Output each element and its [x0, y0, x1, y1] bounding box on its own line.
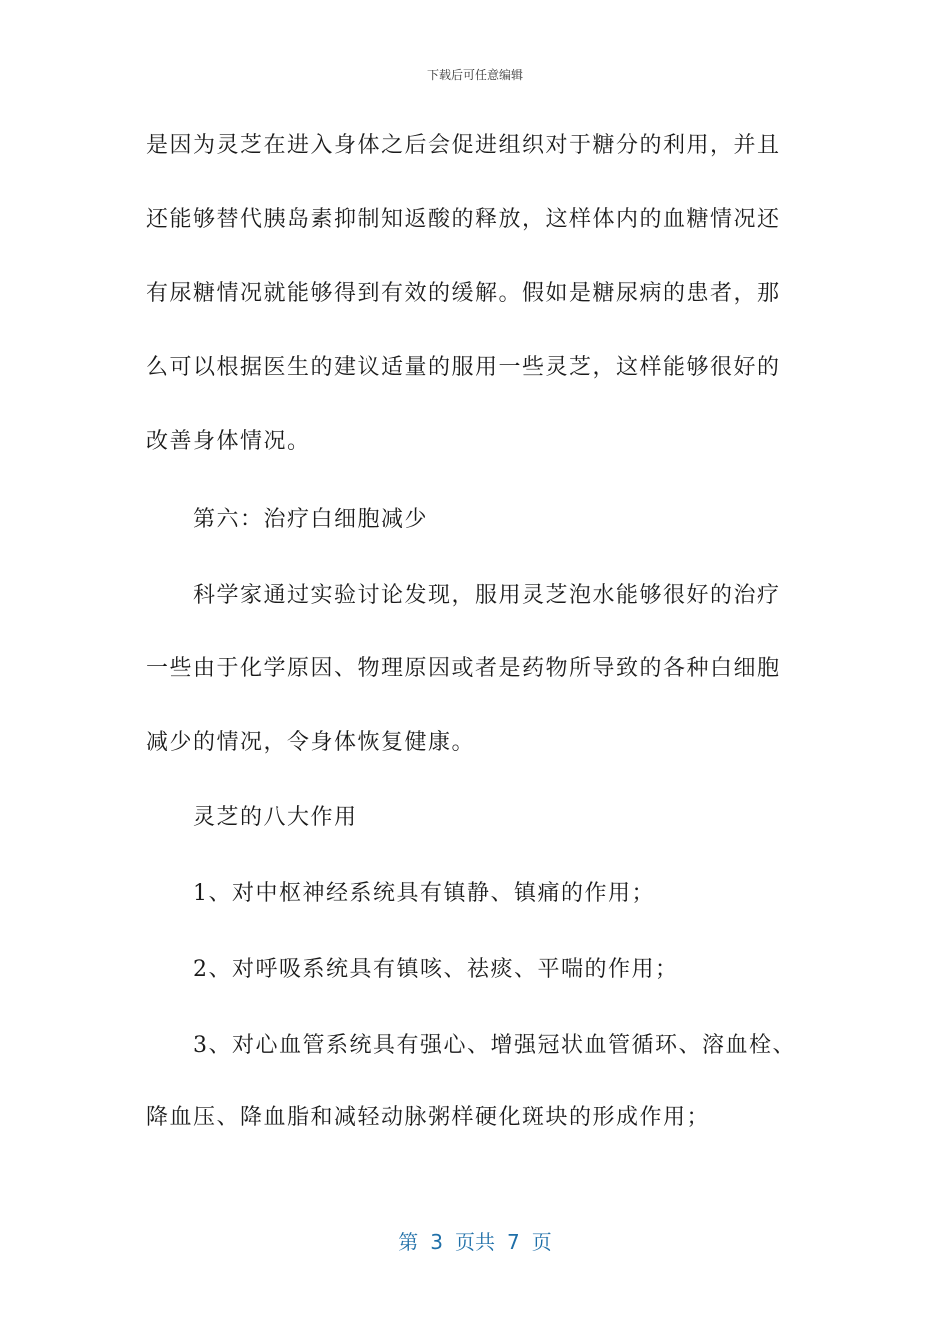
body-line-7: 科学家通过实验讨论发现，服用灵芝泡水能够很好的治疗 [193, 583, 781, 608]
page-label-suffix: 页 [531, 1230, 552, 1254]
current-page-number: 3 [430, 1230, 443, 1254]
list-item-3-continued: 降血压、降血脂和减轻动脉粥样硬化斑块的形成作用； [146, 1105, 711, 1130]
page-label-prefix: 第 [398, 1230, 419, 1254]
body-line-3: 有尿糖情况就能够得到有效的缓解。假如是糖尿病的患者，那 [146, 281, 781, 306]
body-line-5: 改善身体情况。 [146, 429, 311, 454]
body-line-9: 减少的情况，令身体恢复健康。 [146, 730, 476, 755]
body-line-1: 是因为灵芝在进入身体之后会促进组织对于糖分的利用，并且 [146, 133, 781, 158]
section-heading-eight-effects: 灵芝的八大作用 [193, 805, 358, 830]
list-item-1: 1、对中枢神经系统具有镇静、镇痛的作用； [193, 881, 655, 906]
body-line-2: 还能够替代胰岛素抑制知返酸的释放，这样体内的血糖情况还 [146, 207, 781, 232]
body-line-4: 么可以根据医生的建议适量的服用一些灵芝，这样能够很好的 [146, 355, 781, 380]
page-label-mid: 页共 [455, 1230, 495, 1254]
body-line-8: 一些由于化学原因、物理原因或者是药物所导致的各种白细胞 [146, 656, 781, 681]
list-item-2: 2、对呼吸系统具有镇咳、祛痰、平喘的作用； [193, 957, 679, 982]
page-number-footer [0, 1226, 950, 1255]
total-pages-number: 7 [507, 1230, 520, 1254]
header-note: 下载后可任意编辑 [426, 68, 523, 82]
list-item-3: 3、对心血管系统具有强心、增强冠状血管循环、溶血栓、 [193, 1033, 796, 1058]
section-heading-6: 第六：治疗白细胞减少 [193, 507, 429, 532]
